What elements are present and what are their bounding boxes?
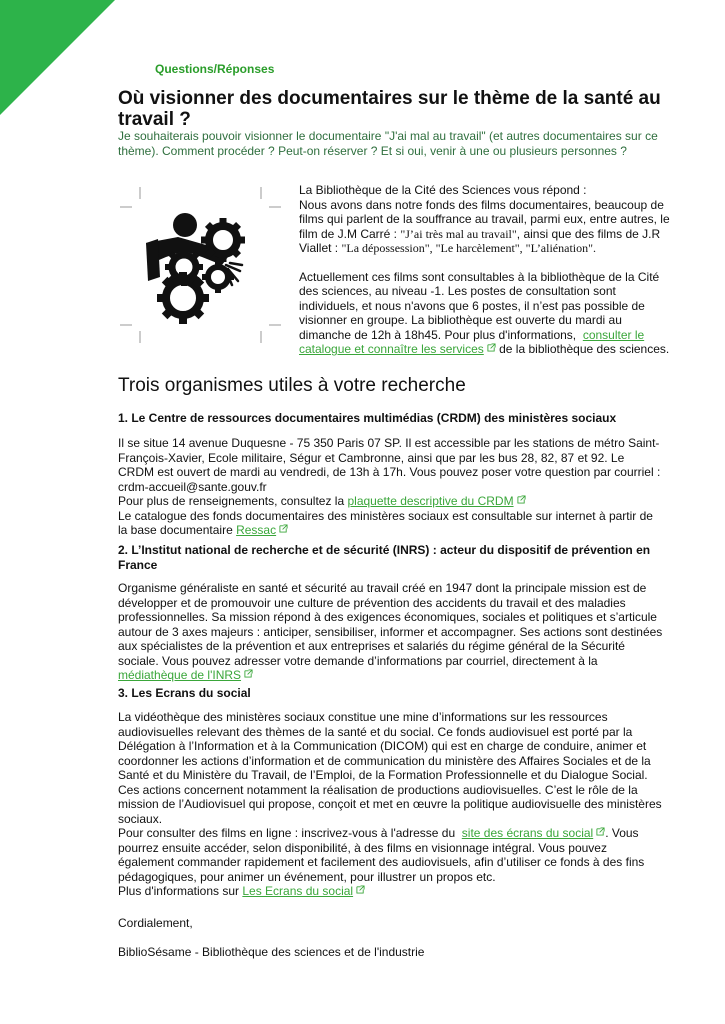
org3-more-info-text: Plus d'informations sur <box>118 884 240 898</box>
org1-paragraph: Il se situe 14 avenue Duquesne - 75 350 Paris 07 SP. Il est accessible par les stations de métro Saint-François-Xavier, Ecole militaire, Ségur et Cambronne, ainsi que par les bus 28, 82, 87 et 92. Le CRDM est ouvert de mardi au vendredi, de 13h à 17h. Vous pouvez poser votre question par courriel : crdm-accueil@sante.gouv.fr <box>118 436 661 494</box>
film-title-1: "J’ai très mal au travail" <box>400 226 517 241</box>
answer-paragraph-2 <box>299 270 674 357</box>
org2-paragraph-text: Organisme généraliste en santé et sécurité au travail créé en 1947 dont la principale mission est de développer et de promouvoir une culture de prévention des accidents du travail et des maladies professionnelles. Sa mission répond à des exigences économiques, sociales et politiques et s’articule autour de 3 axes majeurs : anticiper, sensibiliser, informer et accompagner. Ses actions sont destinées aux spécialistes de la prévention et aux entreprises et salariés du régime général de la Sécurité sociale. Vous pouvez adresser votre demande d’informations par courriel, directement à la <box>118 581 663 668</box>
org1-catalogue-text: Le catalogue des fonds documentaires des ministères sociaux est consultable sur internet à partir de la base documentaire <box>118 508 653 537</box>
question-text: Je souhaiterais pouvoir visionner le documentaire "J'ai mal au travail" (et autres documentaires sur ce thème). Comment procéder ? Peut-on réserver ? Et si oui, venir à une ou plusieurs personnes ? <box>118 129 658 158</box>
signature: BiblioSésame - Bibliothèque des sciences et de l'industrie <box>118 945 425 959</box>
ecrans-social-link[interactable]: Les Ecrans du social <box>242 884 354 898</box>
answer-p2-end: de la bibliothèque des sciences. <box>499 342 670 356</box>
corner-decoration <box>0 0 115 115</box>
gears-illustration <box>118 185 283 345</box>
org3-online-text-end: . Vous pourrez ensuite accéder, selon disponibilité, à des films en visionnage intégral. Vous pouvez également commander rapidement et facilement des audiovisuels, afin d’utiliser ce fonds à des fins pédagogiques, pour animer un événement, pour illustrer un propos etc. <box>118 826 645 884</box>
external-link-icon <box>356 885 365 894</box>
gears-person-icon <box>118 185 283 345</box>
org2-heading: 2. L’Institut national de recherche et de sécurité (INRS) : acteur du dispositif de prévention en France <box>118 543 651 572</box>
answer-p2-text: Actuellement ces films sont consultables à la bibliothèque de la Cité des sciences, au niveau -1. Les postes de consultation sont individuels, et nous n'avons que 6 postes, il n’est pas possible de visionner en groupe. La bibliothèque est ouverte du mardi au dimanche de 12h à 18h45. Pour plus d'informations, <box>299 269 660 342</box>
ressac-link[interactable]: Ressac <box>236 523 277 537</box>
org3-paragraph: La vidéothèque des ministères sociaux constitue une mine d’informations sur les ressources audiovisuelles relevant des thèmes de la santé et du social. Ce fonds audiovisuel est porté par la Délégation à l’Information et à la Communication (DICOM) qui est en charge de conduire, animer et coordonner les actions d’information et de communication du ministère des Affaires Sociales et de la Santé et du Ministère du Travail, de l’Emploi, de la Formation Professionnelle et du Dialogue Social. Ces actions concernent notamment la réalisation de productions audiovisuelles. C’est le rôle de la mission de l’Audiovisuel qui propose, conçoit et met en œuvre la politique audiovisuelle des ministères sociaux. <box>118 710 662 826</box>
external-link-icon <box>596 827 605 836</box>
closing: Cordialement, <box>118 916 193 930</box>
page-title: Où visionner des documentaires sur le thème de la santé au travail ? <box>118 88 661 130</box>
org1-block <box>118 411 663 426</box>
ecrans-social-site-link[interactable]: site des écrans du social <box>461 826 594 840</box>
org3-heading: 3. Les Ecrans du social <box>118 686 251 700</box>
org1-more-info <box>118 494 663 509</box>
answer-column <box>299 183 674 371</box>
org2-paragraph <box>118 581 663 683</box>
external-link-icon <box>279 524 288 533</box>
org1-catalogue <box>118 509 663 538</box>
external-link-icon <box>487 343 496 352</box>
org3-online <box>118 826 663 884</box>
org3-online-text: Pour consulter des films en ligne : inscrivez-vous à l'adresse du <box>118 826 456 840</box>
org2-body <box>118 581 663 683</box>
org1-more-info-text: Pour plus de renseignements, consultez la <box>118 494 345 508</box>
catalogue-link[interactable]: consulter le catalogue et connaître les services <box>299 327 645 356</box>
answer-intro <box>299 183 674 256</box>
org1-body <box>118 436 663 538</box>
answer-intro-line1: La Bibliothèque de la Cité des Sciences vous répond : <box>299 183 587 197</box>
section-title-organismes: Trois organismes utiles à votre recherche <box>118 375 466 396</box>
answer-intro-line3: , ainsi que des films de J.R Viallet : <box>299 226 661 255</box>
org3-more-info <box>118 884 663 899</box>
org3-block <box>118 686 663 701</box>
crdm-brochure-link[interactable]: plaquette descriptive du CRDM <box>347 494 514 508</box>
org3-body <box>118 710 663 899</box>
external-link-icon <box>244 669 253 678</box>
inrs-mediatheque-link[interactable]: médiathèque de l'INRS <box>118 668 242 682</box>
section-tag: Questions/Réponses <box>155 62 275 76</box>
org1-heading: 1. Le Centre de ressources documentaires multimédias (CRDM) des ministères sociaux <box>118 411 617 425</box>
external-link-icon <box>517 495 526 504</box>
org2-block <box>118 543 663 572</box>
answer-intro-line2: Nous avons dans notre fonds des films documentaires, beaucoup de films qui parlent de la souffrance au travail, parmi eux, entre autres, le film de J.M Carré : <box>299 197 670 241</box>
film-title-2: "La dépossession", "Le harcèlement", "L’aliénation". <box>341 241 597 255</box>
